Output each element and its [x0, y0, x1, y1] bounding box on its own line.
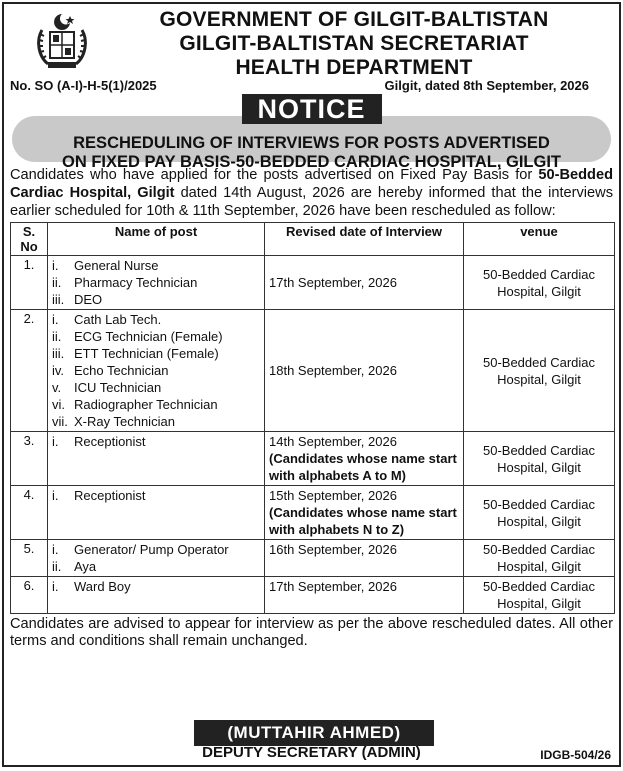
- row-interview-date: [265, 486, 464, 540]
- post-item: [52, 379, 260, 396]
- post-item: [52, 487, 260, 504]
- row-posts: [48, 577, 265, 614]
- post-item-name: Ward Boy: [74, 579, 131, 594]
- subtitle-line-1: RESCHEDULING OF INTERVIEWS FOR POSTS ADVERTISED: [73, 134, 550, 152]
- post-item-name: Receptionist: [74, 488, 146, 503]
- table-row: [11, 486, 615, 540]
- intro-paragraph: [10, 166, 613, 220]
- post-item-numeral: vii.: [52, 414, 68, 429]
- post-item-name: Pharmacy Technician: [74, 275, 198, 290]
- header-sno: S. No: [11, 223, 48, 256]
- post-list: [52, 487, 260, 504]
- venue-line-1: 50-Bedded Cardiac: [482, 442, 596, 458]
- post-item: [52, 433, 260, 450]
- row-venue: [464, 540, 615, 577]
- post-item-name: Receptionist: [74, 434, 146, 449]
- secretariat-title: GILGIT-BALTISTAN SECRETARIAT: [179, 32, 529, 55]
- row-interview-date: [265, 432, 464, 486]
- post-item-name: General Nurse: [74, 258, 159, 273]
- interview-date-note: (Candidates whose name start with alphabets A to M): [269, 451, 457, 483]
- venue-line-1: 50-Bedded Cardiac: [482, 266, 596, 282]
- row-venue: [464, 310, 615, 432]
- interview-schedule-table: [10, 222, 615, 614]
- interview-date: 18th September, 2026: [269, 363, 397, 378]
- post-item-name: Echo Technician: [74, 363, 169, 378]
- publication-code: IDGB-504/26: [540, 748, 611, 762]
- post-item-name: Radiographer Technician: [74, 397, 218, 412]
- interview-date: 17th September, 2026: [269, 579, 397, 594]
- post-item-numeral: ii.: [52, 275, 62, 290]
- row-venue: [464, 577, 615, 614]
- row-interview-date: [265, 310, 464, 432]
- table-header-row: [11, 223, 615, 256]
- table-body: [11, 256, 615, 614]
- row-posts: [48, 540, 265, 577]
- row-posts: [48, 486, 265, 540]
- table-row: [11, 310, 615, 432]
- interview-date-note: (Candidates whose name start with alphabets N to Z): [269, 505, 457, 537]
- row-serial-number: 3.: [11, 432, 48, 486]
- department-title: HEALTH DEPARTMENT: [235, 56, 473, 79]
- row-venue: [464, 486, 615, 540]
- row-interview-date: [265, 540, 464, 577]
- venue-line-2: Hospital, Gilgit: [497, 283, 581, 299]
- signatory-name: (MUTTAHIR AHMED): [194, 720, 434, 746]
- interview-date: 15th September, 2026: [269, 488, 397, 503]
- letterhead: [4, 4, 619, 94]
- row-interview-date: [265, 577, 464, 614]
- post-item: [52, 311, 260, 328]
- post-list: [52, 541, 260, 575]
- post-item-numeral: iii.: [52, 346, 65, 361]
- post-item-name: DEO: [74, 292, 103, 307]
- venue-line-2: Hospital, Gilgit: [497, 371, 581, 387]
- post-item: [52, 328, 260, 345]
- post-item-name: ETT Technician (Female): [74, 346, 219, 361]
- row-venue: [464, 432, 615, 486]
- post-item: [52, 578, 260, 595]
- header-post: Name of post: [48, 223, 265, 256]
- post-item: [52, 413, 260, 430]
- subtitle-line-2: ON FIXED PAY BASIS-50-BEDDED CARDIAC HOSPITAL, GILGIT: [61, 153, 562, 171]
- row-serial-number: 1.: [11, 256, 48, 310]
- table-row: [11, 577, 615, 614]
- post-item-name: X-Ray Technician: [74, 414, 175, 429]
- government-title: GOVERNMENT OF GILGIT-BALTISTAN: [159, 8, 549, 31]
- post-item-numeral: i.: [52, 434, 59, 449]
- government-emblem-icon: [34, 10, 90, 72]
- post-item-numeral: i.: [52, 579, 59, 594]
- post-list: [52, 257, 260, 308]
- post-item-name: Cath Lab Tech.: [74, 312, 162, 327]
- table-row: [11, 540, 615, 577]
- venue-line-2: Hospital, Gilgit: [497, 513, 581, 529]
- post-item: [52, 291, 260, 308]
- post-item-numeral: i.: [52, 258, 59, 273]
- signatory-title: DEPUTY SECRETARY (ADMIN): [202, 744, 421, 761]
- closing-paragraph: Candidates are advised to appear for interview as per the above rescheduled dates. All other terms and conditions shall remain unchanged.: [10, 616, 613, 649]
- post-item-numeral: vi.: [52, 397, 65, 412]
- header-venue: venue: [464, 223, 615, 256]
- post-item: [52, 558, 260, 575]
- post-item: [52, 362, 260, 379]
- venue-line-1: 50-Bedded Cardiac: [482, 354, 596, 370]
- table-row: [11, 432, 615, 486]
- row-serial-number: 2.: [11, 310, 48, 432]
- notice-band: [12, 94, 611, 171]
- row-venue: [464, 256, 615, 310]
- venue-line-2: Hospital, Gilgit: [497, 559, 581, 574]
- post-list: [52, 433, 260, 450]
- post-item: [52, 541, 260, 558]
- table-row: [11, 256, 615, 310]
- post-item-name: ICU Technician: [74, 380, 162, 395]
- notice-page: [2, 2, 621, 767]
- post-item-numeral: ii.: [52, 559, 62, 574]
- interview-date: 16th September, 2026: [269, 542, 397, 557]
- post-item: [52, 274, 260, 291]
- venue-line-1: 50-Bedded Cardiac: [482, 542, 596, 557]
- venue-line-1: 50-Bedded Cardiac: [482, 496, 596, 512]
- post-list: [52, 578, 260, 595]
- row-posts: [48, 310, 265, 432]
- post-item: [52, 257, 260, 274]
- interview-date: 14th September, 2026: [269, 434, 397, 449]
- post-item-numeral: iv.: [52, 363, 65, 378]
- row-serial-number: 4.: [11, 486, 48, 540]
- header-date: Revised date of Interview: [265, 223, 464, 256]
- notice-title: NOTICE: [241, 94, 381, 124]
- row-posts: [48, 432, 265, 486]
- post-item-name: ECG Technician (Female): [74, 329, 223, 344]
- reference-number: No. SO (A-I)-H-5(1)/2025: [10, 78, 157, 93]
- post-item: [52, 345, 260, 362]
- intro-hospital-name: 50-Bedded Cardiac Hospital, Gilgit: [10, 167, 613, 201]
- venue-line-2: Hospital, Gilgit: [497, 459, 581, 475]
- post-item-numeral: ii.: [52, 329, 62, 344]
- intro-text-1: Candidates who have applied for the posts advertised on Fixed Pay Basis for: [10, 167, 539, 183]
- post-item-numeral: i.: [52, 542, 59, 557]
- issue-date: Gilgit, dated 8th September, 2026: [384, 78, 589, 93]
- post-item-numeral: iii.: [52, 292, 65, 307]
- venue-line-1: 50-Bedded Cardiac: [482, 579, 596, 594]
- row-posts: [48, 256, 265, 310]
- interview-date: 17th September, 2026: [269, 275, 397, 290]
- post-item-name: Generator/ Pump Operator: [74, 542, 229, 557]
- post-item-numeral: v.: [52, 380, 62, 395]
- post-item-numeral: i.: [52, 312, 59, 327]
- intro-text-2: dated 14th August, 2026 are hereby informed that the interviews earlier scheduled for 10th & 11th September, 2026 have been rescheduled as follow:: [10, 185, 613, 219]
- post-item-name: Aya: [74, 559, 97, 574]
- row-serial-number: 5.: [11, 540, 48, 577]
- row-serial-number: 6.: [11, 577, 48, 614]
- post-list: [52, 311, 260, 430]
- venue-line-2: Hospital, Gilgit: [497, 596, 581, 611]
- post-item-numeral: i.: [52, 488, 59, 503]
- row-interview-date: [265, 256, 464, 310]
- post-item: [52, 396, 260, 413]
